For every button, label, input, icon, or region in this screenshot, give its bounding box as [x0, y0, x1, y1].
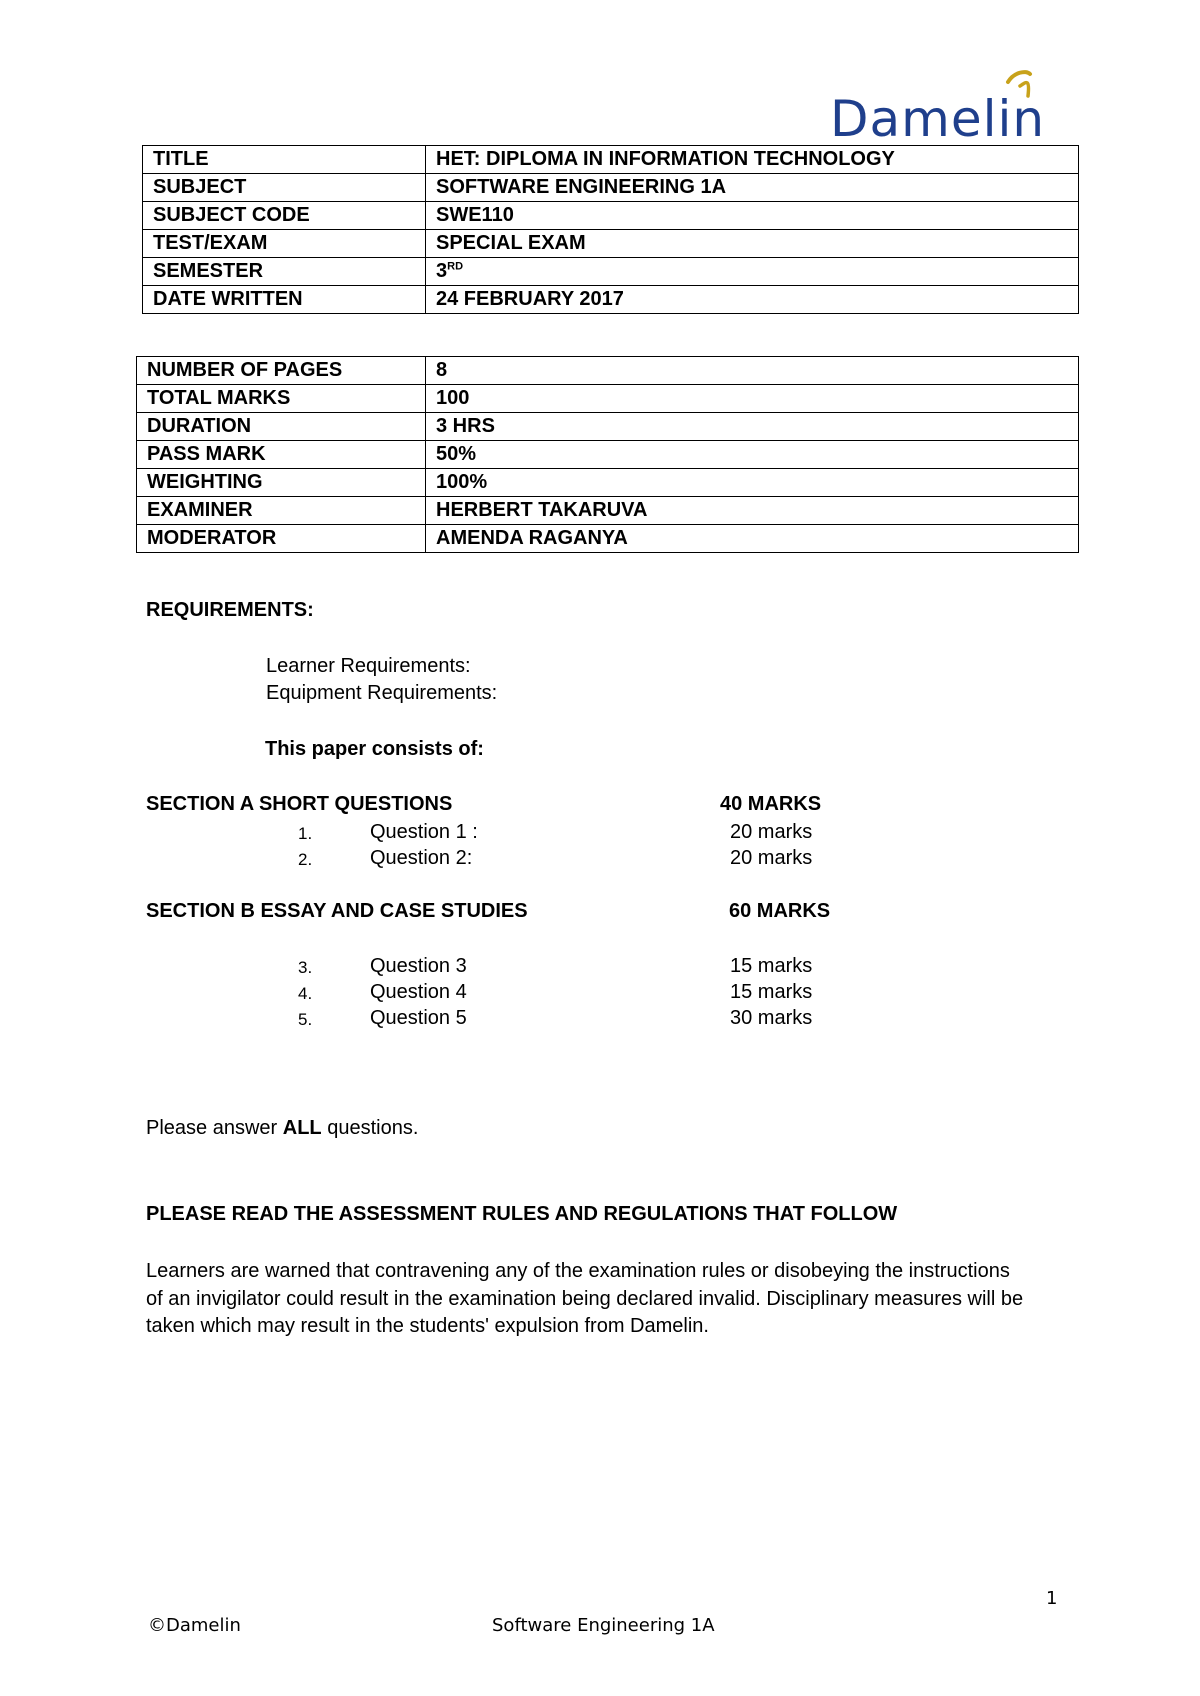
table-value: 8	[426, 357, 1079, 385]
table-row	[143, 202, 1079, 230]
table-value: SWE110	[426, 202, 1079, 230]
table-key: PASS MARK	[137, 441, 426, 469]
question-label: Question 5	[370, 1007, 467, 1029]
question-label: Question 4	[370, 981, 467, 1003]
question-number: 2.	[298, 850, 313, 869]
table-row	[137, 385, 1079, 413]
table-row	[137, 525, 1079, 553]
damelin-logo	[830, 68, 1070, 146]
learner-requirements: Learner Requirements:	[266, 655, 471, 677]
table-key: NUMBER OF PAGES	[137, 357, 426, 385]
table-key: TEST/EXAM	[143, 230, 426, 258]
exam-info-table	[142, 145, 1079, 314]
footer-course: Software Engineering 1A	[492, 1615, 715, 1636]
section-a-marks: 40 MARKS	[720, 793, 822, 815]
question-number: 3.	[298, 958, 313, 977]
table-key: DATE WRITTEN	[143, 286, 426, 314]
table-row	[143, 174, 1079, 202]
table-row	[143, 286, 1079, 314]
semester-suffix: RD	[447, 260, 464, 273]
table-key: MODERATOR	[137, 525, 426, 553]
page-number: 1	[1046, 1588, 1058, 1609]
question-marks: 30 marks	[730, 1007, 813, 1029]
answer-all-instruction	[146, 1117, 418, 1140]
table-value: 100%	[426, 469, 1079, 497]
question-number: 4.	[298, 984, 313, 1003]
question-marks: 15 marks	[730, 955, 813, 977]
table-key: WEIGHTING	[137, 469, 426, 497]
table-key: DURATION	[137, 413, 426, 441]
table-key: SUBJECT CODE	[143, 202, 426, 230]
question-label: Question 3	[370, 955, 467, 977]
table-key: SUBJECT	[143, 174, 426, 202]
section-b-title: SECTION B ESSAY AND CASE STUDIES	[146, 900, 528, 922]
table-key: TOTAL MARKS	[137, 385, 426, 413]
answer-emphasis: ALL	[282, 1117, 322, 1139]
table-key: EXAMINER	[137, 497, 426, 525]
question-label: Question 2:	[370, 847, 473, 869]
question-marks: 20 marks	[730, 847, 813, 869]
table-row	[137, 497, 1079, 525]
answer-post: questions.	[321, 1117, 419, 1139]
logo-text: Damelin	[830, 90, 1046, 148]
section-b-marks: 60 MARKS	[729, 900, 831, 922]
exam-details-table	[136, 356, 1079, 553]
question-marks: 15 marks	[730, 981, 813, 1003]
table-row	[137, 469, 1079, 497]
table-key: TITLE	[143, 146, 426, 174]
table-value: SOFTWARE ENGINEERING 1A	[426, 174, 1079, 202]
table-row	[143, 258, 1079, 286]
rules-heading: PLEASE READ THE ASSESSMENT RULES AND REGULATIONS THAT FOLLOW	[146, 1203, 898, 1225]
table-value: 50%	[426, 441, 1079, 469]
equipment-requirements: Equipment Requirements:	[266, 682, 498, 704]
table-row	[137, 357, 1079, 385]
answer-pre: Please answer	[146, 1117, 283, 1139]
table-row	[137, 413, 1079, 441]
table-value: HERBERT TAKARUVA	[426, 497, 1079, 525]
table-value: SPECIAL EXAM	[426, 230, 1079, 258]
table-value: 100	[426, 385, 1079, 413]
table-value: 3 HRS	[426, 413, 1079, 441]
table-value: AMENDA RAGANYA	[426, 525, 1079, 553]
warning-paragraph: Learners are warned that contravening any of the examination rules or disobeying the instructions of an invigilator could result in the examination being declared invalid. Disciplinary measures will be taken which may result in the students' expulsion from Damelin.	[146, 1260, 1024, 1337]
question-label: Question 1 :	[370, 821, 478, 843]
table-row	[143, 146, 1079, 174]
table-value: HET: DIPLOMA IN INFORMATION TECHNOLOGY	[426, 146, 1079, 174]
table-row	[137, 441, 1079, 469]
question-number: 5.	[298, 1010, 313, 1029]
table-key: SEMESTER	[143, 258, 426, 286]
table-value: 24 FEBRUARY 2017	[426, 286, 1079, 314]
table-value	[426, 258, 1079, 286]
table-row	[143, 230, 1079, 258]
paper-consists-heading: This paper consists of:	[265, 738, 484, 760]
footer-copyright: ©Damelin	[148, 1615, 241, 1636]
section-a-title: SECTION A SHORT QUESTIONS	[146, 793, 453, 815]
requirements-heading: REQUIREMENTS:	[146, 599, 314, 621]
semester-number: 3	[436, 260, 448, 282]
question-number: 1.	[298, 824, 313, 843]
question-marks: 20 marks	[730, 821, 813, 843]
